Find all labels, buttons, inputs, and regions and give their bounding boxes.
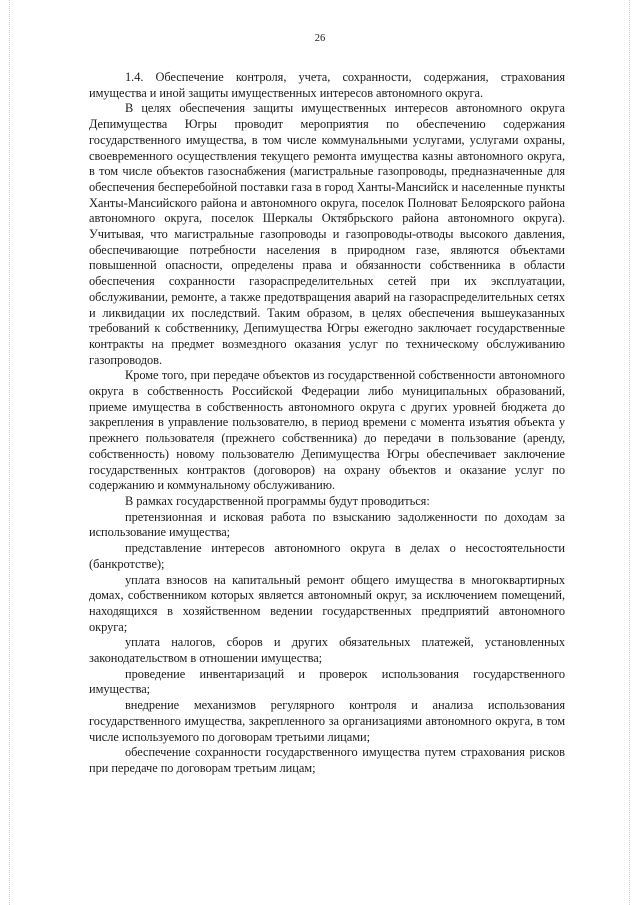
list-item-insurance: обеспечение сохранности государственного имущества путем страхования рисков при передаче по договорам третьим лицам; <box>89 745 565 775</box>
left-scan-edge <box>9 0 11 905</box>
page-number: 26 <box>314 33 326 44</box>
paragraph-property-transfer: Кроме того, при передаче объектов из государственной собственности автономного округа в собственность Российской Федерации либо муниципальных образований, приеме имущества в собственность автономного округа с других уровней бюджета до закрепления в управление пользователю, в период времени с момента изъятия объекта у прежнего пользователя (прежнего собственника) до передачи в пользование (аренду, собственность) новому пользователю Депимущества Югры обеспечивает заключение государственных контрактов (договоров) на охрану объектов и оказание услуг по содержанию и коммунальному обслуживанию. <box>89 368 565 493</box>
list-item-claims-work: претензионная и исковая работа по взысканию задолженности по доходам за использование имущества; <box>89 509 565 540</box>
right-scan-edge <box>629 0 631 905</box>
section-heading-paragraph: 1.4. Обеспечение контроля, учета, сохранности, содержания, страхования имущества и иной защиты имущественных интересов автономного округа. <box>89 70 565 100</box>
list-item-capital-repair: уплата взносов на капитальный ремонт общего имущества в многоквартирных домах, собственником которых является автономный округ, за исключением помещений, находящихся в хозяйственном ведении государственных предприятий автономного округа; <box>89 572 565 634</box>
list-item-control-mechanisms: внедрение механизмов регулярного контроля и анализа использования государственного имущества, закрепленного за организациями автономного округа, в том числе используемого по договорам третьими лицами; <box>89 698 565 744</box>
list-item-taxes: уплата налогов, сборов и других обязательных платежей, установленных законодательством в отношении имущества; <box>89 635 565 666</box>
list-item-inventory: проведение инвентаризаций и проверок использования государственного имущества; <box>89 666 565 697</box>
paragraph-program-intro: В рамках государственной программы будут проводиться: <box>125 493 430 508</box>
list-item-bankruptcy: представление интересов автономного округа в делах о несостоятельности (банкротстве); <box>89 541 565 571</box>
document-body <box>89 70 565 777</box>
paragraph-protection-measures: В целях обеспечения защиты имущественных интересов автономного округа Депимущества Югры проводит мероприятия по обеспечению содержания государственного имущества, в том числе коммунальными услугами, услугами охраны, своевременного осуществления текущего ремонта имущества казны автономного округа, в том числе объектов газоснабжения (магистральные газопроводы, предназначенные для обеспечения бесперебойной поставки газа в город Ханты-Мансийск и населенные пункты Ханты-Мансийского района и автономного округа, поселок Полноват Белоярского района автономного округа, поселок Шеркалы Октябрьского района автономного округа). Учитывая, что магистральные газопроводы и газопроводы-отводы высокого давления, обеспечивающие потребности населения в природном газе, являются объектами повышенной опасности, определены права и обязанности собственника в области обеспечения сохранности газораспределительных сетей при их эксплуатации, обслуживании, ремонте, а также предотвращения аварий на газораспределительных сетях и ликвидации их последствий. Таким образом, в целях обеспечения вышеуказанных требований к собственнику, Депимущества Югры ежегодно заключает государственные контракты на предмет возмездного оказания услуг по техническому обслуживанию газопроводов. <box>89 101 565 367</box>
